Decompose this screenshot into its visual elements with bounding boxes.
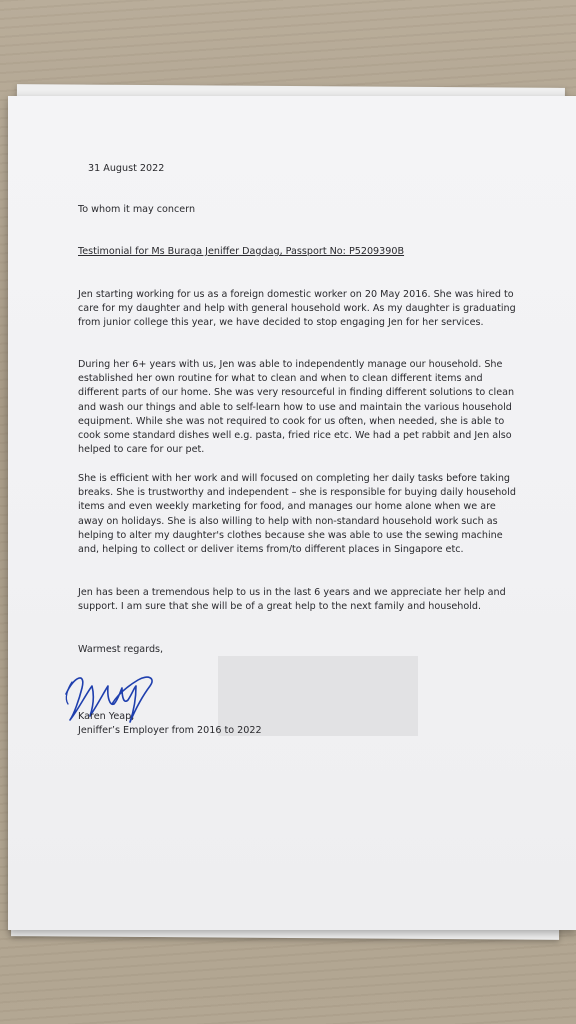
letter-paragraph: Jen starting working for us as a foreign domestic worker on 20 May 2016. She was hired to care for my daughter and help with general household work. As my daughter is graduating from junior college this year, we have decided to stop engaging Jen for her services. <box>78 289 516 329</box>
letter-paragraph: During her 6+ years with us, Jen was able to independently manage our household. She established her own routine for what to clean and when to clean different items and different parts of our home. She was very resourceful in finding different solutions to clean and wash our things and able to self-learn how to use and maintain the various household equipment. While she was not required to cook for us often, when needed, she is able to cook some standard dishes well e.g. pasta, fried rice etc. We had a pet rabbit and Jen also helped to care for our pet. <box>78 359 515 456</box>
letter-subject: Testimonial for Ms Buraga Jeniffer Dagdag, Passport No: P5209390B <box>78 246 405 257</box>
signer-name: Karen Yeap, <box>78 711 135 722</box>
letter-page <box>8 96 576 930</box>
letter-salutation: To whom it may concern <box>78 204 196 215</box>
signer-role: Jeniffer’s Employer from 2016 to 2022 <box>78 725 262 736</box>
letter-paragraph: Jen has been a tremendous help to us in the last 6 years and we appreciate her help and support. I am sure that she will be of a great help to the next family and household. <box>78 587 506 613</box>
letter-paragraph: She is efficient with her work and will focused on completing her daily tasks before taking breaks. She is trustworthy and independent – she is responsible for buying daily household items and even weekly marketing for food, and manages our home alone when we are away on holidays. She is also willing to help with non-standard household work such as helping to alter my daughter's clothes because she was able to use the sewing machine and, helping to collect or deliver items from/to different places in Singapore etc. <box>78 473 516 556</box>
letter-closing: Warmest regards, <box>78 644 164 655</box>
letter-date: 31 August 2022 <box>88 163 165 174</box>
